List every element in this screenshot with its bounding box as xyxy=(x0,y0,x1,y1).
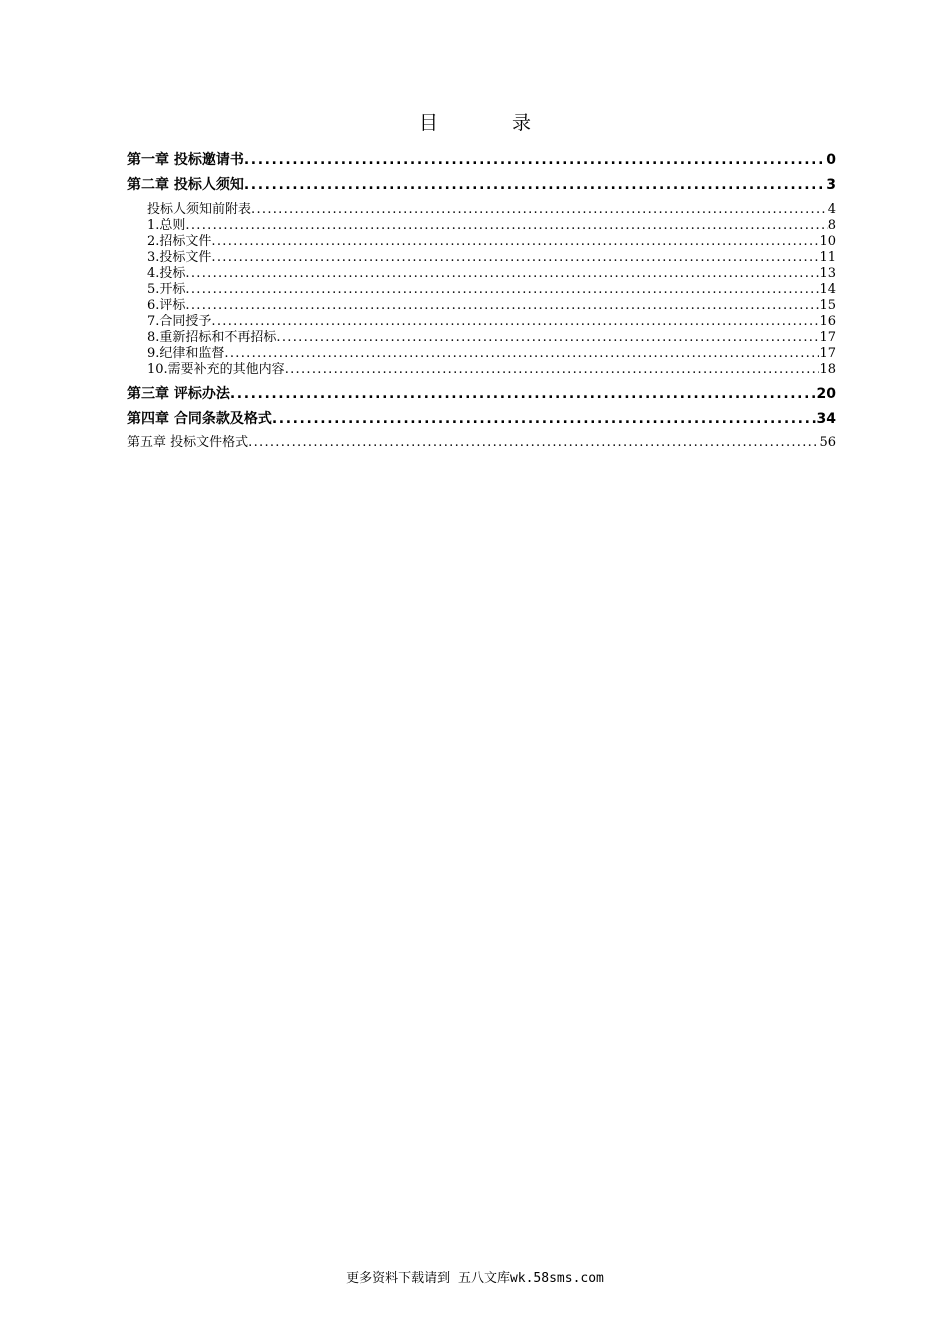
toc-entry-label: 10.需要补充的其他内容 xyxy=(147,362,285,377)
toc-entry-page: 8 xyxy=(827,218,836,233)
toc-leader-dots xyxy=(185,218,827,234)
toc-entry-label: 第四章 合同条款及格式 xyxy=(127,411,272,427)
toc-entry-chapter-4[interactable] xyxy=(127,407,836,432)
toc-entry-page: 4 xyxy=(827,202,836,217)
toc-leader-dots xyxy=(248,432,819,453)
toc-entry-label: 第二章 投标人须知 xyxy=(127,177,244,193)
toc-entry-section[interactable] xyxy=(127,314,836,330)
toc-entry-chapter-2[interactable] xyxy=(127,173,836,198)
toc-entry-label: 7.合同授予 xyxy=(147,314,212,329)
toc-entry-section[interactable] xyxy=(127,362,836,378)
toc-leader-dots xyxy=(211,234,819,250)
toc-entry-page: 56 xyxy=(819,435,836,450)
toc-entry-page: 17 xyxy=(819,346,836,361)
toc-entry-page: 15 xyxy=(819,298,836,313)
toc-leader-dots xyxy=(244,173,826,198)
toc-entry-section[interactable] xyxy=(127,282,836,298)
toc-leader-dots xyxy=(285,362,820,378)
toc-entry-page: 13 xyxy=(819,266,836,281)
footer-download-note: 更多资料下载请到 五八文库wk.58sms.com xyxy=(346,1271,604,1286)
toc-entry-page: 16 xyxy=(819,314,836,329)
toc-leader-dots xyxy=(211,314,819,330)
toc-entry-page: 0 xyxy=(826,152,836,168)
toc-entry-label: 4.投标 xyxy=(147,266,186,281)
toc-entry-label: 第一章 投标邀请书 xyxy=(127,152,244,168)
toc-entry-page: 18 xyxy=(819,362,836,377)
toc-entry-page: 34 xyxy=(816,411,836,427)
toc-leader-dots xyxy=(211,250,819,266)
toc-entry-label: 9.纪律和监督 xyxy=(147,346,225,361)
table-of-contents xyxy=(127,148,836,453)
toc-entry-section[interactable] xyxy=(127,298,836,314)
toc-leader-dots xyxy=(244,148,826,173)
toc-leader-dots xyxy=(272,407,817,432)
toc-entry-section[interactable] xyxy=(127,330,836,346)
toc-entry-label: 第五章 投标文件格式 xyxy=(127,435,249,450)
toc-entry-label: 1.总则 xyxy=(147,218,186,233)
toc-entry-label: 6.评标 xyxy=(147,298,186,313)
toc-entry-page: 3 xyxy=(826,177,836,193)
toc-leader-dots xyxy=(185,298,819,314)
toc-leader-dots xyxy=(185,266,819,282)
toc-entry-section[interactable] xyxy=(127,346,836,362)
toc-entry-label: 投标人须知前附表 xyxy=(147,202,252,217)
toc-leader-dots xyxy=(230,382,817,407)
toc-entry-page: 17 xyxy=(819,330,836,345)
toc-entry-section[interactable] xyxy=(127,218,836,234)
toc-entry-section[interactable] xyxy=(127,266,836,282)
toc-entry-chapter-5[interactable] xyxy=(127,432,836,453)
toc-title: 目 录 xyxy=(418,112,566,134)
toc-entry-section[interactable] xyxy=(127,234,836,250)
toc-entry-page: 11 xyxy=(819,250,836,265)
toc-leader-dots xyxy=(185,282,819,298)
toc-leader-dots xyxy=(251,202,828,218)
toc-entry-page: 10 xyxy=(819,234,836,249)
toc-leader-dots xyxy=(224,346,819,362)
toc-entry-label: 5.开标 xyxy=(147,282,186,297)
toc-entry-chapter-1[interactable] xyxy=(127,148,836,173)
toc-entry-section[interactable] xyxy=(127,202,836,218)
toc-entry-label: 第三章 评标办法 xyxy=(127,386,230,402)
toc-entry-label: 3.投标文件 xyxy=(147,250,212,265)
toc-entry-label: 2.招标文件 xyxy=(147,234,212,249)
toc-entry-page: 14 xyxy=(819,282,836,297)
toc-leader-dots xyxy=(276,330,819,346)
toc-entry-label: 8.重新招标和不再招标 xyxy=(147,330,277,345)
toc-entry-chapter-3[interactable] xyxy=(127,382,836,407)
toc-entry-section[interactable] xyxy=(127,250,836,266)
toc-entry-page: 20 xyxy=(816,386,836,402)
